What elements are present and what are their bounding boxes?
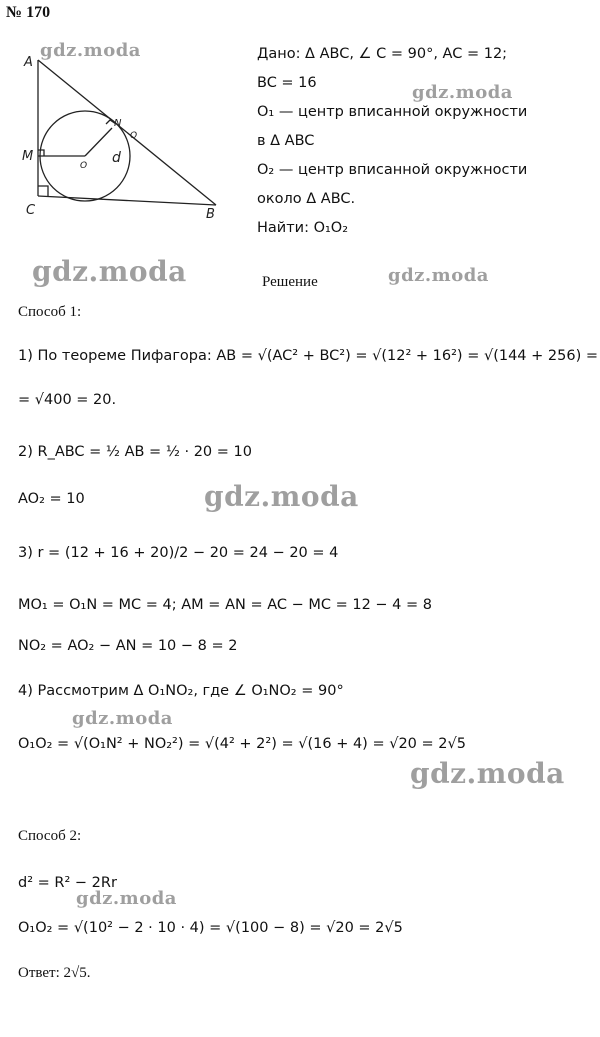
given-line: O₂ — центр вписанной окружности bbox=[257, 162, 528, 178]
step-3-no2: NO₂ = AO₂ − AN = 10 − 8 = 2 bbox=[18, 638, 238, 654]
given-line: O₁ — центр вписанной окружности bbox=[257, 104, 528, 120]
side-cb bbox=[38, 196, 216, 205]
watermark: gdz.moda bbox=[388, 265, 489, 286]
step-4: 4) Рассмотрим Δ O₁NO₂, где ∠ O₁NO₂ = 90° bbox=[18, 683, 344, 699]
watermark: gdz.moda bbox=[72, 708, 173, 729]
radius-o1-n bbox=[85, 128, 112, 156]
euler-formula: d² = R² − 2Rr bbox=[18, 875, 117, 891]
step-2-ao2: AO₂ = 10 bbox=[18, 491, 85, 507]
watermark: gdz.moda bbox=[410, 757, 565, 790]
step-3-segments: MO₁ = O₁N = MC = 4; AM = AN = AC − MC = 12 − 4 = 8 bbox=[18, 597, 432, 613]
watermark: gdz.moda bbox=[412, 82, 513, 103]
watermark: gdz.moda bbox=[76, 888, 177, 909]
given-block bbox=[257, 40, 527, 243]
method2-title: Способ 2: bbox=[18, 828, 82, 844]
step-1: 1) По теореме Пифагора: AB = √(AC² + BC²) = √(12² + 16²) = √(144 + 256) = bbox=[18, 348, 598, 364]
label-o1: O bbox=[80, 161, 88, 171]
step-1-result: = √400 = 20. bbox=[18, 392, 117, 408]
method1-title: Способ 1: bbox=[18, 304, 82, 320]
label-c: C bbox=[26, 203, 36, 218]
given-line: около Δ ABC. bbox=[257, 191, 356, 207]
label-o2: O bbox=[130, 131, 138, 141]
method2-calc: O₁O₂ = √(10² − 2 · 10 · 4) = √(100 − 8) = √20 = 2√5 bbox=[18, 920, 403, 936]
problem-number: № 170 bbox=[6, 4, 51, 21]
watermark: gdz.moda bbox=[32, 255, 187, 288]
triangle-figure bbox=[20, 50, 230, 225]
label-m: M bbox=[22, 149, 34, 164]
answer: Ответ: 2√5. bbox=[18, 965, 91, 981]
label-b: B bbox=[206, 207, 215, 222]
solution-heading: Решение bbox=[262, 274, 318, 290]
label-a: A bbox=[24, 55, 33, 70]
watermark: gdz.moda bbox=[40, 40, 141, 61]
right-angle-c bbox=[38, 186, 48, 196]
label-d: d bbox=[112, 150, 121, 166]
given-line: Найти: O₁O₂ bbox=[257, 220, 349, 236]
step-2: 2) R_ABC = ½ AB = ½ · 20 = 10 bbox=[18, 444, 252, 460]
step-4-result: O₁O₂ = √(O₁N² + NO₂²) = √(4² + 2²) = √(16 + 4) = √20 = 2√5 bbox=[18, 736, 466, 752]
right-angle-m bbox=[38, 150, 44, 156]
label-n: N bbox=[114, 118, 122, 129]
given-line: BC = 16 bbox=[257, 75, 317, 91]
watermark: gdz.moda bbox=[204, 480, 359, 513]
given-line: в Δ ABC bbox=[257, 133, 315, 149]
given-line: Дано: Δ ABC, ∠ C = 90°, AC = 12; bbox=[257, 46, 508, 62]
side-ab bbox=[38, 60, 216, 205]
step-3: 3) r = (12 + 16 + 20)/2 − 20 = 24 − 20 = 4 bbox=[18, 545, 339, 561]
